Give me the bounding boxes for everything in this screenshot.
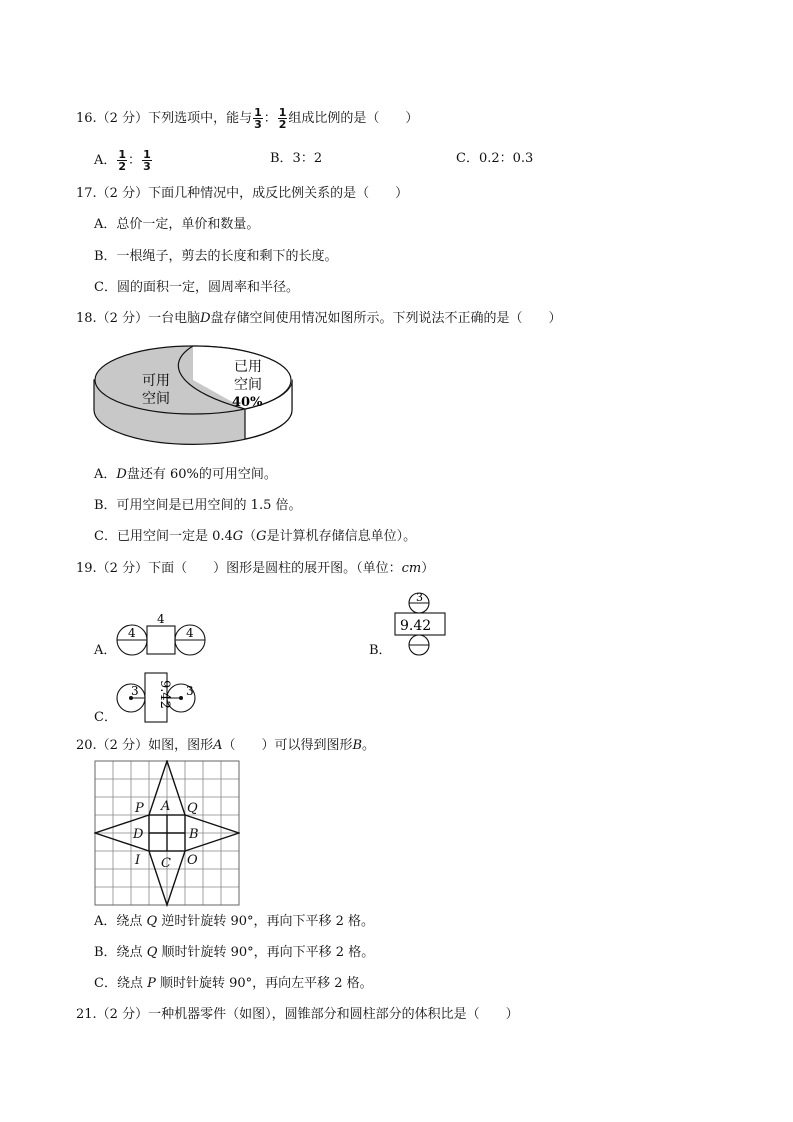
svg-text:9.42: 9.42 (400, 618, 432, 634)
q19-option-c-label: C． (94, 710, 117, 725)
q16-stem: 16.（2 分）下列选项中，能与 $\frac{1}{3}$ ： $\frac{1}{2}$ 组成比例的是（ ） (76, 106, 419, 131)
svg-text:I: I (135, 853, 141, 868)
svg-text:4: 4 (128, 626, 136, 640)
q19-option-a-label: A． (94, 643, 117, 658)
svg-text:C: C (161, 856, 171, 871)
svg-text:P: P (135, 801, 144, 816)
q18-option-b: B．可用空间是已用空间的 1.5 倍。 (94, 498, 302, 513)
svg-text:3: 3 (131, 684, 139, 698)
available-label-2: 空间 (142, 391, 170, 407)
q21-stem: 21.（2 分）一种机器零件（如图），圆锥部分和圆柱部分的体积比是（ ） (76, 1007, 519, 1022)
q17-option-a: A．总价一定，单价和数量。 (94, 217, 260, 232)
q18-stem: 18.（2 分）一台电脑D盘存储空间使用情况如图所示。下列说法不正确的是（ ） (76, 311, 562, 326)
svg-text:3: 3 (416, 591, 423, 604)
q19-figure-a (114, 610, 214, 658)
fraction: $\frac{1}{3}$ (143, 148, 151, 173)
fraction: $\frac{1}{2}$ (278, 106, 287, 131)
svg-text:O: O (187, 853, 198, 868)
svg-text:4: 4 (186, 626, 194, 640)
q18-option-a: A．D盘还有 60%的可用空间。 (94, 467, 277, 482)
q20-option-c: C．绕点 P 顺时针旋转 90°，再向左平移 2 格。 (94, 976, 373, 991)
q17-option-b: B．一根绳子，剪去的长度和剩下的长度。 (94, 249, 338, 264)
q20-option-a: A．绕点 Q 逆时针旋转 90°，再向下平移 2 格。 (94, 914, 375, 929)
q16-option-c: C．0.2：0.3 (456, 151, 534, 166)
used-label-1: 已用 (234, 359, 262, 375)
svg-text:9.42: 9.42 (157, 680, 172, 709)
q20-grid-figure (94, 760, 240, 907)
q17-stem: 17.（2 分）下面几种情况中，成反比例关系的是（ ） (76, 186, 409, 201)
disk-usage-pie-chart (90, 338, 295, 450)
used-percent: 40% (232, 395, 263, 410)
q20-option-b: B．绕点 Q 顺时针旋转 90°，再向下平移 2 格。 (94, 945, 375, 960)
q19-option-b-label: B． (369, 643, 392, 658)
svg-text:A: A (161, 799, 171, 814)
q16-option-a: A． $\frac{1}{2}$ ： $\frac{1}{3}$ (94, 148, 151, 173)
svg-text:B: B (189, 827, 199, 842)
svg-text:D: D (133, 827, 144, 842)
used-label-2: 空间 (234, 377, 262, 393)
q19-figure-b (392, 590, 450, 658)
fraction: $\frac{1}{2}$ (118, 148, 127, 173)
q17-option-c: C．圆的面积一定，圆周率和半径。 (94, 280, 299, 295)
available-label-1: 可用 (142, 373, 170, 389)
q18-option-c: C．已用空间一定是 0.4G（G是计算机存储信息单位）。 (94, 529, 417, 544)
svg-text:4: 4 (157, 612, 165, 626)
q19-stem: 19.（2 分）下面（ ）图形是圆柱的展开图。（单位：cm） (76, 561, 435, 576)
q20-stem: 20.（2 分）如图，图形A（ ）可以得到图形B。 (76, 738, 376, 753)
svg-text:3: 3 (186, 684, 194, 698)
svg-text:Q: Q (187, 801, 198, 816)
fraction: $\frac{1}{3}$ (254, 106, 262, 131)
q19-figure-c (114, 670, 202, 726)
q16-option-b: B．3：2 (270, 151, 323, 166)
